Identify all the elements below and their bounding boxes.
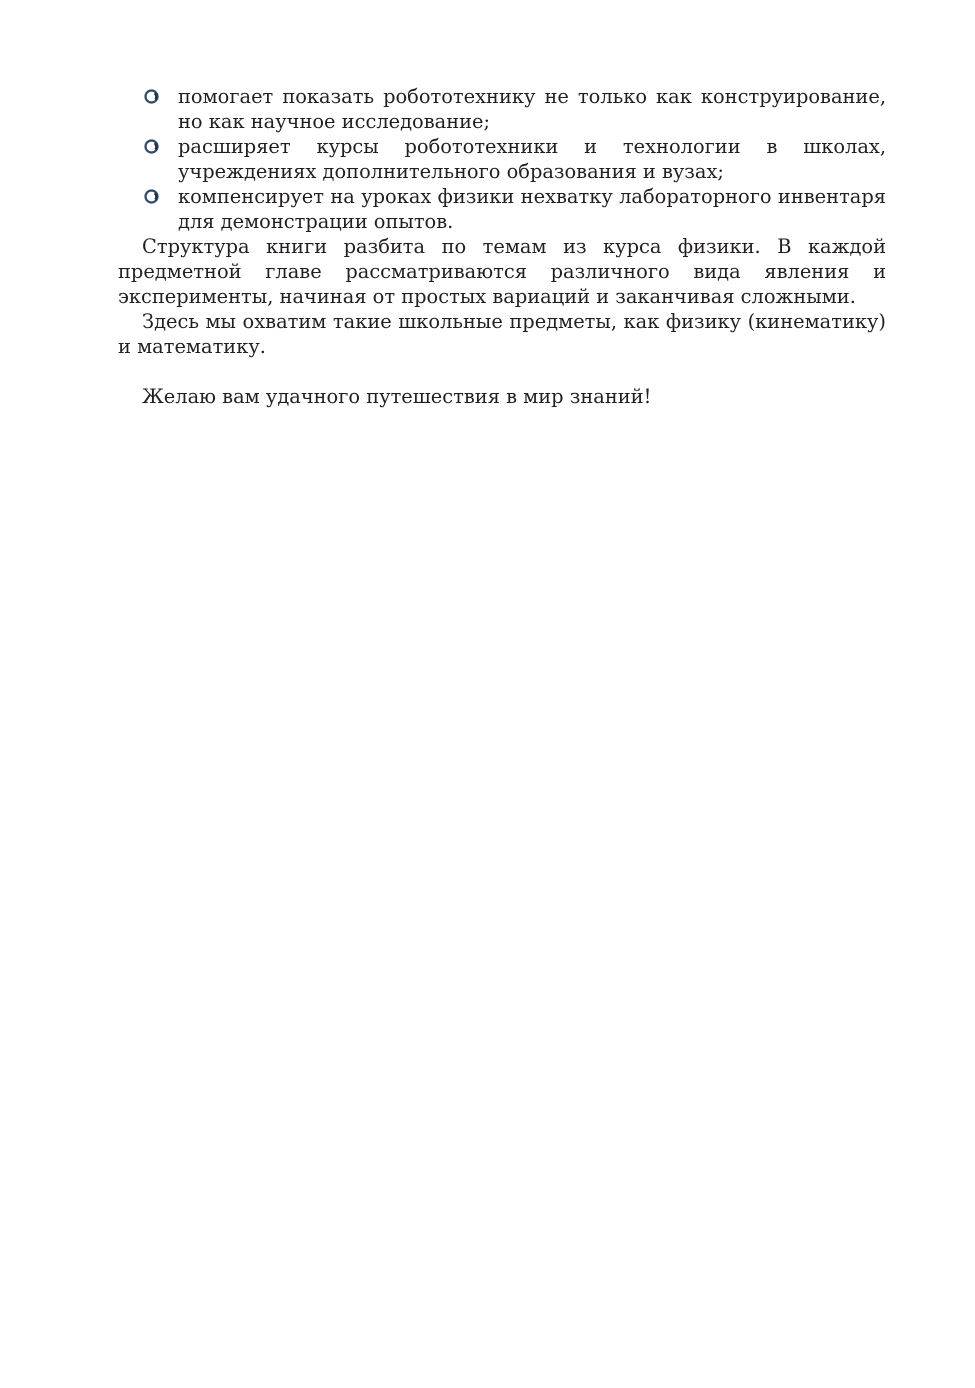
- body-text: [118, 84, 886, 409]
- circle-bullet-icon: [144, 139, 159, 154]
- circle-bullet-icon: [144, 189, 159, 204]
- circle-bullet-icon: [144, 89, 159, 104]
- structure-paragraph: Структура книги разбита по темам из курса физики. В каждой предметной главе рассматриваются различного вида явления и эксперименты, начиная от простых вариаций и заканчивая сложными.: [118, 235, 886, 308]
- list-item: [118, 184, 886, 234]
- list-item-text: компенсирует на уроках физики нехватку лабораторного инвентаря для демонстрации опытов.: [178, 185, 886, 233]
- list-item-text: расширяет курсы робототехники и технологии в школах, учреждениях дополнительного образования и вузах;: [178, 135, 886, 183]
- list-item: [118, 84, 886, 134]
- closing-wish: Желаю вам удачного путешествия в мир знаний!: [142, 385, 652, 408]
- list-item-text: помогает показать робототехнику не только как конструирование, но как научное исследование;: [178, 85, 886, 133]
- subjects-paragraph: Здесь мы охватим такие школьные предметы, как физику (кинематику) и математику.: [118, 310, 886, 358]
- bullet-list: [118, 84, 886, 234]
- list-item: [118, 134, 886, 184]
